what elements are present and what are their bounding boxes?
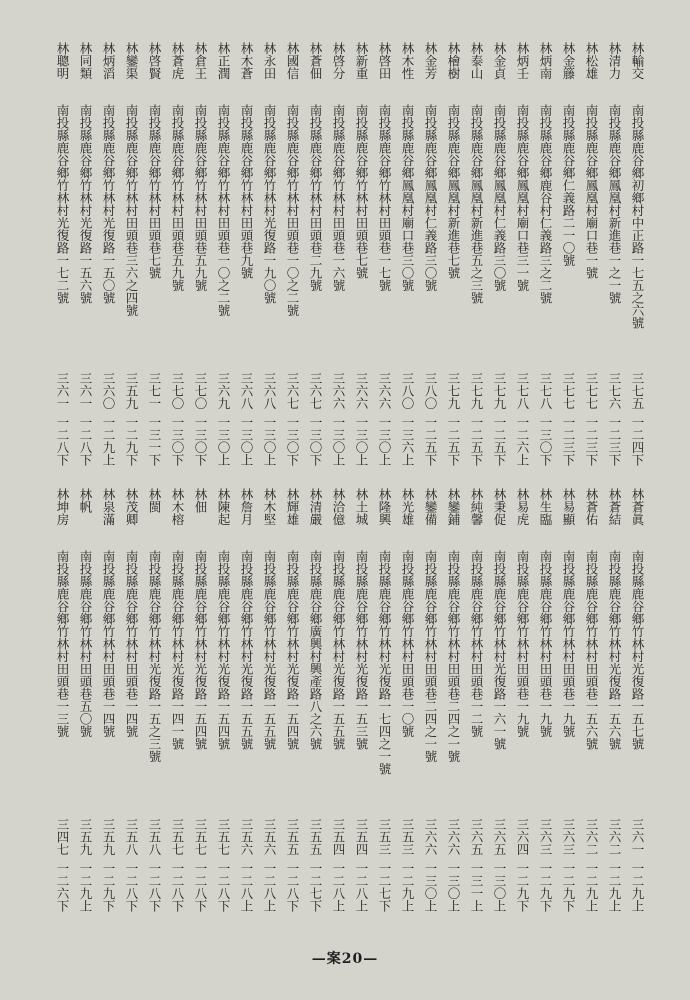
entry-address: 南投縣鹿谷鄉鳳凰村新進巷五之三號 — [469, 104, 484, 304]
entry-number: 三五七 — [170, 818, 185, 856]
entry-address: 南投縣鹿谷鄉廣興村興產路八之六號 — [308, 550, 323, 750]
entry-reference: 一二六上 — [515, 416, 530, 466]
entry-reference: 一二九下 — [124, 416, 139, 466]
entry-address: 南投縣鹿谷鄉竹林村田頭巷二九號 — [308, 104, 323, 292]
entry-number: 三五九 — [78, 818, 93, 856]
entry-name: 林炳南 — [538, 42, 553, 80]
entry-address: 南投縣鹿谷鄉竹林村田頭巷一九號 — [561, 550, 576, 738]
entry-number: 三七七 — [561, 372, 576, 410]
entry-name: 林清力 — [607, 42, 622, 80]
entry-reference: 一三〇下 — [170, 416, 185, 466]
entry-name: 林清嚴 — [308, 488, 323, 526]
entry-name: 林金芳 — [423, 42, 438, 80]
register-entry — [144, 42, 165, 482]
register-entry — [535, 488, 556, 928]
register-entry — [351, 488, 372, 928]
entry-name: 林蒼佃 — [308, 42, 323, 80]
entry-reference: 一二五下 — [469, 416, 484, 466]
entry-reference: 一三〇上 — [239, 416, 254, 466]
entry-reference: 一三〇上 — [492, 862, 507, 912]
register-entry — [466, 488, 487, 928]
entry-name: 林泉滿 — [101, 488, 116, 526]
entry-reference: 一二八上 — [262, 862, 277, 912]
register-entry — [397, 42, 418, 482]
entry-name: 林秉促 — [492, 488, 507, 526]
register-entry — [420, 488, 441, 928]
entry-address: 南投縣鹿谷鄉竹林村田頭巷三六之四號 — [124, 104, 139, 317]
entry-number: 三六九 — [216, 372, 231, 410]
entry-reference: 一三〇上 — [377, 416, 392, 466]
bottom-register-block — [52, 488, 648, 928]
entry-number: 三八〇 — [400, 372, 415, 410]
register-entry — [236, 42, 257, 482]
entry-reference: 一二六下 — [55, 862, 70, 912]
entry-address: 南投縣鹿谷鄉鳳凰村仁義路三〇號 — [423, 104, 438, 292]
entry-name: 林木榕 — [170, 488, 185, 526]
entry-number: 三七八 — [515, 372, 530, 410]
entry-number: 三七〇 — [170, 372, 185, 410]
entry-address: 南投縣鹿谷鄉竹林村光復路一九〇號 — [262, 104, 277, 304]
entry-address: 南投縣鹿谷鄉竹林村田頭巷二四之一號 — [423, 550, 438, 763]
register-entry — [604, 42, 625, 482]
entry-name: 林鑾備 — [423, 488, 438, 526]
entry-name: 林土城 — [354, 488, 369, 526]
register-entry — [213, 42, 234, 482]
entry-number: 三六〇 — [101, 372, 116, 410]
register-entry — [190, 488, 211, 928]
entry-reference: 一二八下 — [170, 862, 185, 912]
entry-reference: 一二九下 — [538, 862, 553, 912]
entry-number: 三五八 — [147, 818, 162, 856]
entry-reference: 一二五下 — [446, 416, 461, 466]
entry-reference: 一二九上 — [400, 862, 415, 912]
entry-name: 林鑾鋪 — [446, 488, 461, 526]
register-entry — [52, 42, 73, 482]
entry-reference: 一二三下 — [607, 416, 622, 466]
entry-address: 南投縣鹿谷鄉竹林村田頭巷一〇之二號 — [216, 104, 231, 317]
page-number: —案20— — [311, 951, 379, 967]
register-entry — [489, 42, 510, 482]
top-register-block — [52, 42, 648, 482]
entry-number: 三七六 — [607, 372, 622, 410]
entry-address: 南投縣鹿谷鄉竹林村光復路一五四號 — [285, 550, 300, 750]
entry-address: 南投縣鹿谷鄉鳳凰村仁義路三〇號 — [492, 104, 507, 292]
entry-number: 三五四 — [354, 818, 369, 856]
entry-number: 三五三 — [400, 818, 415, 856]
entry-address: 南投縣鹿谷鄉竹林村田頭巷一五六號 — [584, 550, 599, 750]
entry-number: 三五三 — [377, 818, 392, 856]
entry-reference: 一二四下 — [630, 416, 645, 466]
register-entry — [627, 42, 648, 482]
entry-reference: 一二九下 — [515, 862, 530, 912]
entry-number: 三七九 — [446, 372, 461, 410]
register-entry — [213, 488, 234, 928]
entry-number: 三六二 — [607, 818, 622, 856]
entry-name: 林蒼眞 — [630, 488, 645, 526]
entry-number: 三五六 — [262, 818, 277, 856]
entry-reference: 一二九上 — [78, 862, 93, 912]
entry-address: 南投縣鹿谷鄉竹林村田頭巷五九號 — [170, 104, 185, 292]
register-entry — [489, 488, 510, 928]
register-entry — [282, 42, 303, 482]
register-entry — [167, 488, 188, 928]
entry-name: 林易虎 — [515, 488, 530, 526]
entry-address: 南投縣鹿谷鄉竹林村光復路一七二號 — [55, 104, 70, 304]
entry-address: 南投縣鹿谷鄉竹林村光復路一四一號 — [170, 550, 185, 750]
entry-address: 南投縣鹿谷鄉竹林村田頭巷七號 — [147, 104, 162, 279]
entry-name: 林坤房 — [55, 488, 70, 526]
entry-address: 南投縣鹿谷鄉仁義路二一〇號 — [561, 104, 576, 267]
entry-number: 三七七 — [584, 372, 599, 410]
entry-number: 三五四 — [331, 818, 346, 856]
register-entry — [558, 42, 579, 482]
entry-number: 三六六 — [331, 372, 346, 410]
register-entry — [535, 42, 556, 482]
entry-address: 南投縣鹿谷鄉竹林村田頭巷一〇之二號 — [285, 104, 300, 317]
entry-address: 南投縣鹿谷鄉竹林村光復路一七四之一號 — [377, 550, 392, 775]
entry-address: 南投縣鹿谷鄉竹林村田頭巷一四號 — [124, 550, 139, 738]
entry-name: 林啓分 — [331, 42, 346, 80]
entry-name: 林泰山 — [469, 42, 484, 80]
entry-name: 林洽億 — [331, 488, 346, 526]
entry-reference: 一三一上 — [469, 862, 484, 912]
entry-number: 三六一 — [78, 372, 93, 410]
entry-number: 三七一 — [147, 372, 162, 410]
entry-number: 三五七 — [193, 818, 208, 856]
entry-name: 林蒼佑 — [584, 488, 599, 526]
register-entry — [75, 42, 96, 482]
entry-reference: 一二八上 — [331, 862, 346, 912]
entry-name: 林炳滔 — [101, 42, 116, 80]
entry-reference: 一三六上 — [400, 416, 415, 466]
entry-name: 林金籐 — [561, 42, 576, 80]
entry-number: 三六四 — [515, 818, 530, 856]
entry-address: 南投縣鹿谷鄉竹林村光復路一五五號 — [239, 550, 254, 750]
entry-reference: 一三〇上 — [446, 862, 461, 912]
register-entry — [121, 488, 142, 928]
entry-name: 林佃 — [193, 488, 208, 513]
entry-reference: 一二九下 — [561, 862, 576, 912]
register-entry — [259, 488, 280, 928]
register-entry — [374, 42, 395, 482]
entry-reference: 一二八下 — [147, 862, 162, 912]
entry-number: 三六六 — [377, 372, 392, 410]
register-entry — [512, 42, 533, 482]
entry-name: 林同類 — [78, 42, 93, 80]
entry-reference: 一二九上 — [607, 862, 622, 912]
register-entry — [98, 42, 119, 482]
entry-number: 三六六 — [354, 372, 369, 410]
entry-number: 三六六 — [446, 818, 461, 856]
register-entry — [282, 488, 303, 928]
entry-reference: 一二七下 — [377, 862, 392, 912]
entry-reference: 一二八上 — [354, 862, 369, 912]
entry-name: 林隆興 — [377, 488, 392, 526]
entry-name: 林木蒼 — [239, 42, 254, 80]
register-entry — [512, 488, 533, 928]
entry-name: 林檜樹 — [446, 42, 461, 80]
entry-name: 林炳壬 — [515, 42, 530, 80]
entry-name: 林啓田 — [377, 42, 392, 80]
entry-number: 三六七 — [285, 372, 300, 410]
entry-number: 三五六 — [239, 818, 254, 856]
entry-address: 南投縣鹿谷鄉竹林村光復路一五之三號 — [147, 550, 162, 763]
entry-address: 南投縣鹿谷鄉鳳凰村新進巷七號 — [446, 104, 461, 279]
entry-name: 林金貞 — [492, 42, 507, 80]
entry-name: 林帆 — [78, 488, 93, 513]
register-entry — [581, 42, 602, 482]
entry-address: 南投縣鹿谷鄉竹林村光復路一五六號 — [607, 550, 622, 750]
register-entry — [52, 488, 73, 928]
entry-name: 林木性 — [400, 42, 415, 80]
entry-name: 林國信 — [285, 42, 300, 80]
entry-number: 三八〇 — [423, 372, 438, 410]
register-entry — [259, 42, 280, 482]
entry-reference: 一二五下 — [423, 416, 438, 466]
entry-address: 南投縣鹿谷鄉竹林村田頭巷一九號 — [515, 550, 530, 738]
entry-reference: 一二七下 — [308, 862, 323, 912]
entry-address: 南投縣鹿谷鄉竹林村田頭巷五九號 — [193, 104, 208, 292]
entry-reference: 一三〇上 — [354, 416, 369, 466]
entry-name: 林正潤 — [216, 42, 231, 80]
entry-reference: 一三〇下 — [285, 416, 300, 466]
entry-name: 林木堅 — [262, 488, 277, 526]
entry-reference: 一二八下 — [285, 862, 300, 912]
entry-number: 三七九 — [469, 372, 484, 410]
entry-number: 三四七 — [55, 818, 70, 856]
register-entry — [98, 488, 119, 928]
entry-reference: 一三〇上 — [262, 416, 277, 466]
entry-address: 南投縣鹿谷鄉竹林村光復路一五五號 — [331, 550, 346, 750]
entry-address: 南投縣鹿谷鄉初鄉村中正路一七五之六號 — [630, 104, 645, 329]
entry-address: 南投縣鹿谷鄉竹林村田頭巷七號 — [354, 104, 369, 279]
entry-address: 南投縣鹿谷鄉竹林村光復路一五七號 — [630, 550, 645, 750]
entry-reference: 一二八下 — [216, 862, 231, 912]
entry-number: 三七〇 — [193, 372, 208, 410]
register-entry — [75, 488, 96, 928]
entry-address: 南投縣鹿谷鄉竹林村田頭巷九號 — [239, 104, 254, 279]
entry-reference: 一二三下 — [584, 416, 599, 466]
entry-number: 三六八 — [239, 372, 254, 410]
entry-reference: 一三〇上 — [216, 416, 231, 466]
entry-reference: 一三〇下 — [308, 416, 323, 466]
register-entry — [627, 488, 648, 928]
entry-reference: 一二九上 — [101, 416, 116, 466]
entry-address: 南投縣鹿谷鄉竹林村田頭巷一三號 — [55, 550, 70, 738]
entry-name: 林新重 — [354, 42, 369, 80]
entry-name: 林光雄 — [400, 488, 415, 526]
entry-address: 南投縣鹿谷鄉竹林村田頭巷一二號 — [469, 550, 484, 738]
entry-name: 林永田 — [262, 42, 277, 80]
register-entry — [604, 488, 625, 928]
register-entry — [190, 42, 211, 482]
entry-address: 南投縣鹿谷鄉竹林村光復路一五四號 — [216, 550, 231, 750]
entry-number: 三五五 — [308, 818, 323, 856]
entry-address: 南投縣鹿谷鄉鹿谷村仁義路三之二號 — [538, 104, 553, 304]
register-entry — [121, 42, 142, 482]
entry-number: 三六二 — [584, 818, 599, 856]
entry-name: 林輝雄 — [285, 488, 300, 526]
entry-address: 南投縣鹿谷鄉竹林村光復路一五五號 — [262, 550, 277, 750]
register-entry — [236, 488, 257, 928]
entry-number: 三五八 — [124, 818, 139, 856]
entry-address: 南投縣鹿谷鄉竹林村田頭巷五〇號 — [78, 550, 93, 738]
entry-number: 三六三 — [561, 818, 576, 856]
register-entry — [397, 488, 418, 928]
register-entry — [305, 42, 326, 482]
entry-number: 三七八 — [538, 372, 553, 410]
entry-reference: 一二八下 — [78, 416, 93, 466]
entry-name: 林蒼結 — [607, 488, 622, 526]
register-entry — [581, 488, 602, 928]
entry-number: 三七九 — [492, 372, 507, 410]
entry-reference: 一三〇上 — [423, 862, 438, 912]
entry-number: 三五九 — [124, 372, 139, 410]
entry-name: 林蒼虎 — [170, 42, 185, 80]
register-entry — [466, 42, 487, 482]
entry-number: 三六六 — [423, 818, 438, 856]
register-entry — [144, 488, 165, 928]
entry-reference: 一三〇下 — [538, 416, 553, 466]
entry-address: 南投縣鹿谷鄉竹林村田頭巷一九號 — [538, 550, 553, 738]
entry-name: 林鑾渠 — [124, 42, 139, 80]
register-entry — [167, 42, 188, 482]
register-entry — [328, 42, 349, 482]
register-entry — [351, 42, 372, 482]
entry-number: 三五五 — [285, 818, 300, 856]
entry-reference: 一二三下 — [561, 416, 576, 466]
entry-address: 南投縣鹿谷鄉竹林村田頭巷一四號 — [101, 550, 116, 738]
entry-reference: 一二八下 — [55, 416, 70, 466]
register-entry — [374, 488, 395, 928]
entry-number: 三六一 — [55, 372, 70, 410]
entry-address: 南投縣鹿谷鄉鳳凰村廟口巷三一號 — [515, 104, 530, 292]
entry-reference: 一二九上 — [584, 862, 599, 912]
entry-reference: 一三一下 — [147, 416, 162, 466]
entry-address: 南投縣鹿谷鄉竹林村光復路一五〇號 — [101, 104, 116, 304]
entry-name: 林陳起 — [216, 488, 231, 526]
entry-address: 南投縣鹿谷鄉鳳凰村廟口巷一號 — [584, 104, 599, 279]
entry-number: 三七五 — [630, 372, 645, 410]
entry-number: 三六八 — [262, 372, 277, 410]
entry-address: 南投縣鹿谷鄉竹林村田頭巷一七號 — [377, 104, 392, 292]
entry-name: 林詹月 — [239, 488, 254, 526]
entry-address: 南投縣鹿谷鄉鳳凰村廟口巷三〇號 — [400, 104, 415, 292]
entry-number: 三五九 — [101, 818, 116, 856]
entry-reference: 一三〇下 — [193, 416, 208, 466]
entry-reference: 一二八下 — [124, 862, 139, 912]
entry-name: 林松雄 — [584, 42, 599, 80]
entry-number: 三六七 — [308, 372, 323, 410]
entry-number: 三六五 — [492, 818, 507, 856]
entry-name: 林茂卿 — [124, 488, 139, 526]
entry-number: 三六一 — [630, 818, 645, 856]
entry-name: 林輸交 — [630, 42, 645, 80]
register-entry — [420, 42, 441, 482]
entry-address: 南投縣鹿谷鄉竹林村田頭巷二四之一號 — [446, 550, 461, 763]
entry-name: 林閩 — [147, 488, 162, 513]
entry-name: 林倉王 — [193, 42, 208, 80]
entry-number: 三五七 — [216, 818, 231, 856]
entry-number: 三六五 — [469, 818, 484, 856]
entry-name: 林聰明 — [55, 42, 70, 80]
entry-name: 林純馨 — [469, 488, 484, 526]
entry-address: 南投縣鹿谷鄉竹林村光復路一五三號 — [354, 550, 369, 750]
entry-address: 南投縣鹿谷鄉竹林村光復路一五六號 — [78, 104, 93, 304]
entry-address: 南投縣鹿谷鄉竹林村光復路一五四號 — [193, 550, 208, 750]
entry-address: 南投縣鹿谷鄉竹林村田頭巷一〇號 — [400, 550, 415, 738]
entry-number: 三六三 — [538, 818, 553, 856]
entry-name: 林生臨 — [538, 488, 553, 526]
entry-address: 南投縣鹿谷鄉鳳凰村新進巷一之一號 — [607, 104, 622, 304]
register-entry — [328, 488, 349, 928]
entry-reference: 一三〇上 — [331, 416, 346, 466]
register-entry — [443, 488, 464, 928]
entry-reference: 一二九下 — [101, 862, 116, 912]
entry-reference: 一二八上 — [239, 862, 254, 912]
register-entry — [558, 488, 579, 928]
entry-reference: 一二九上 — [630, 862, 645, 912]
entry-reference: 一二八下 — [193, 862, 208, 912]
entry-address: 南投縣鹿谷鄉竹林村田頭巷一六號 — [331, 104, 346, 292]
entry-reference: 一二五下 — [492, 416, 507, 466]
entry-name: 林啓賢 — [147, 42, 162, 80]
register-entry — [305, 488, 326, 928]
entry-address: 南投縣鹿谷鄉竹林村光復路一六一號 — [492, 550, 507, 750]
entry-name: 林易顯 — [561, 488, 576, 526]
register-entry — [443, 42, 464, 482]
